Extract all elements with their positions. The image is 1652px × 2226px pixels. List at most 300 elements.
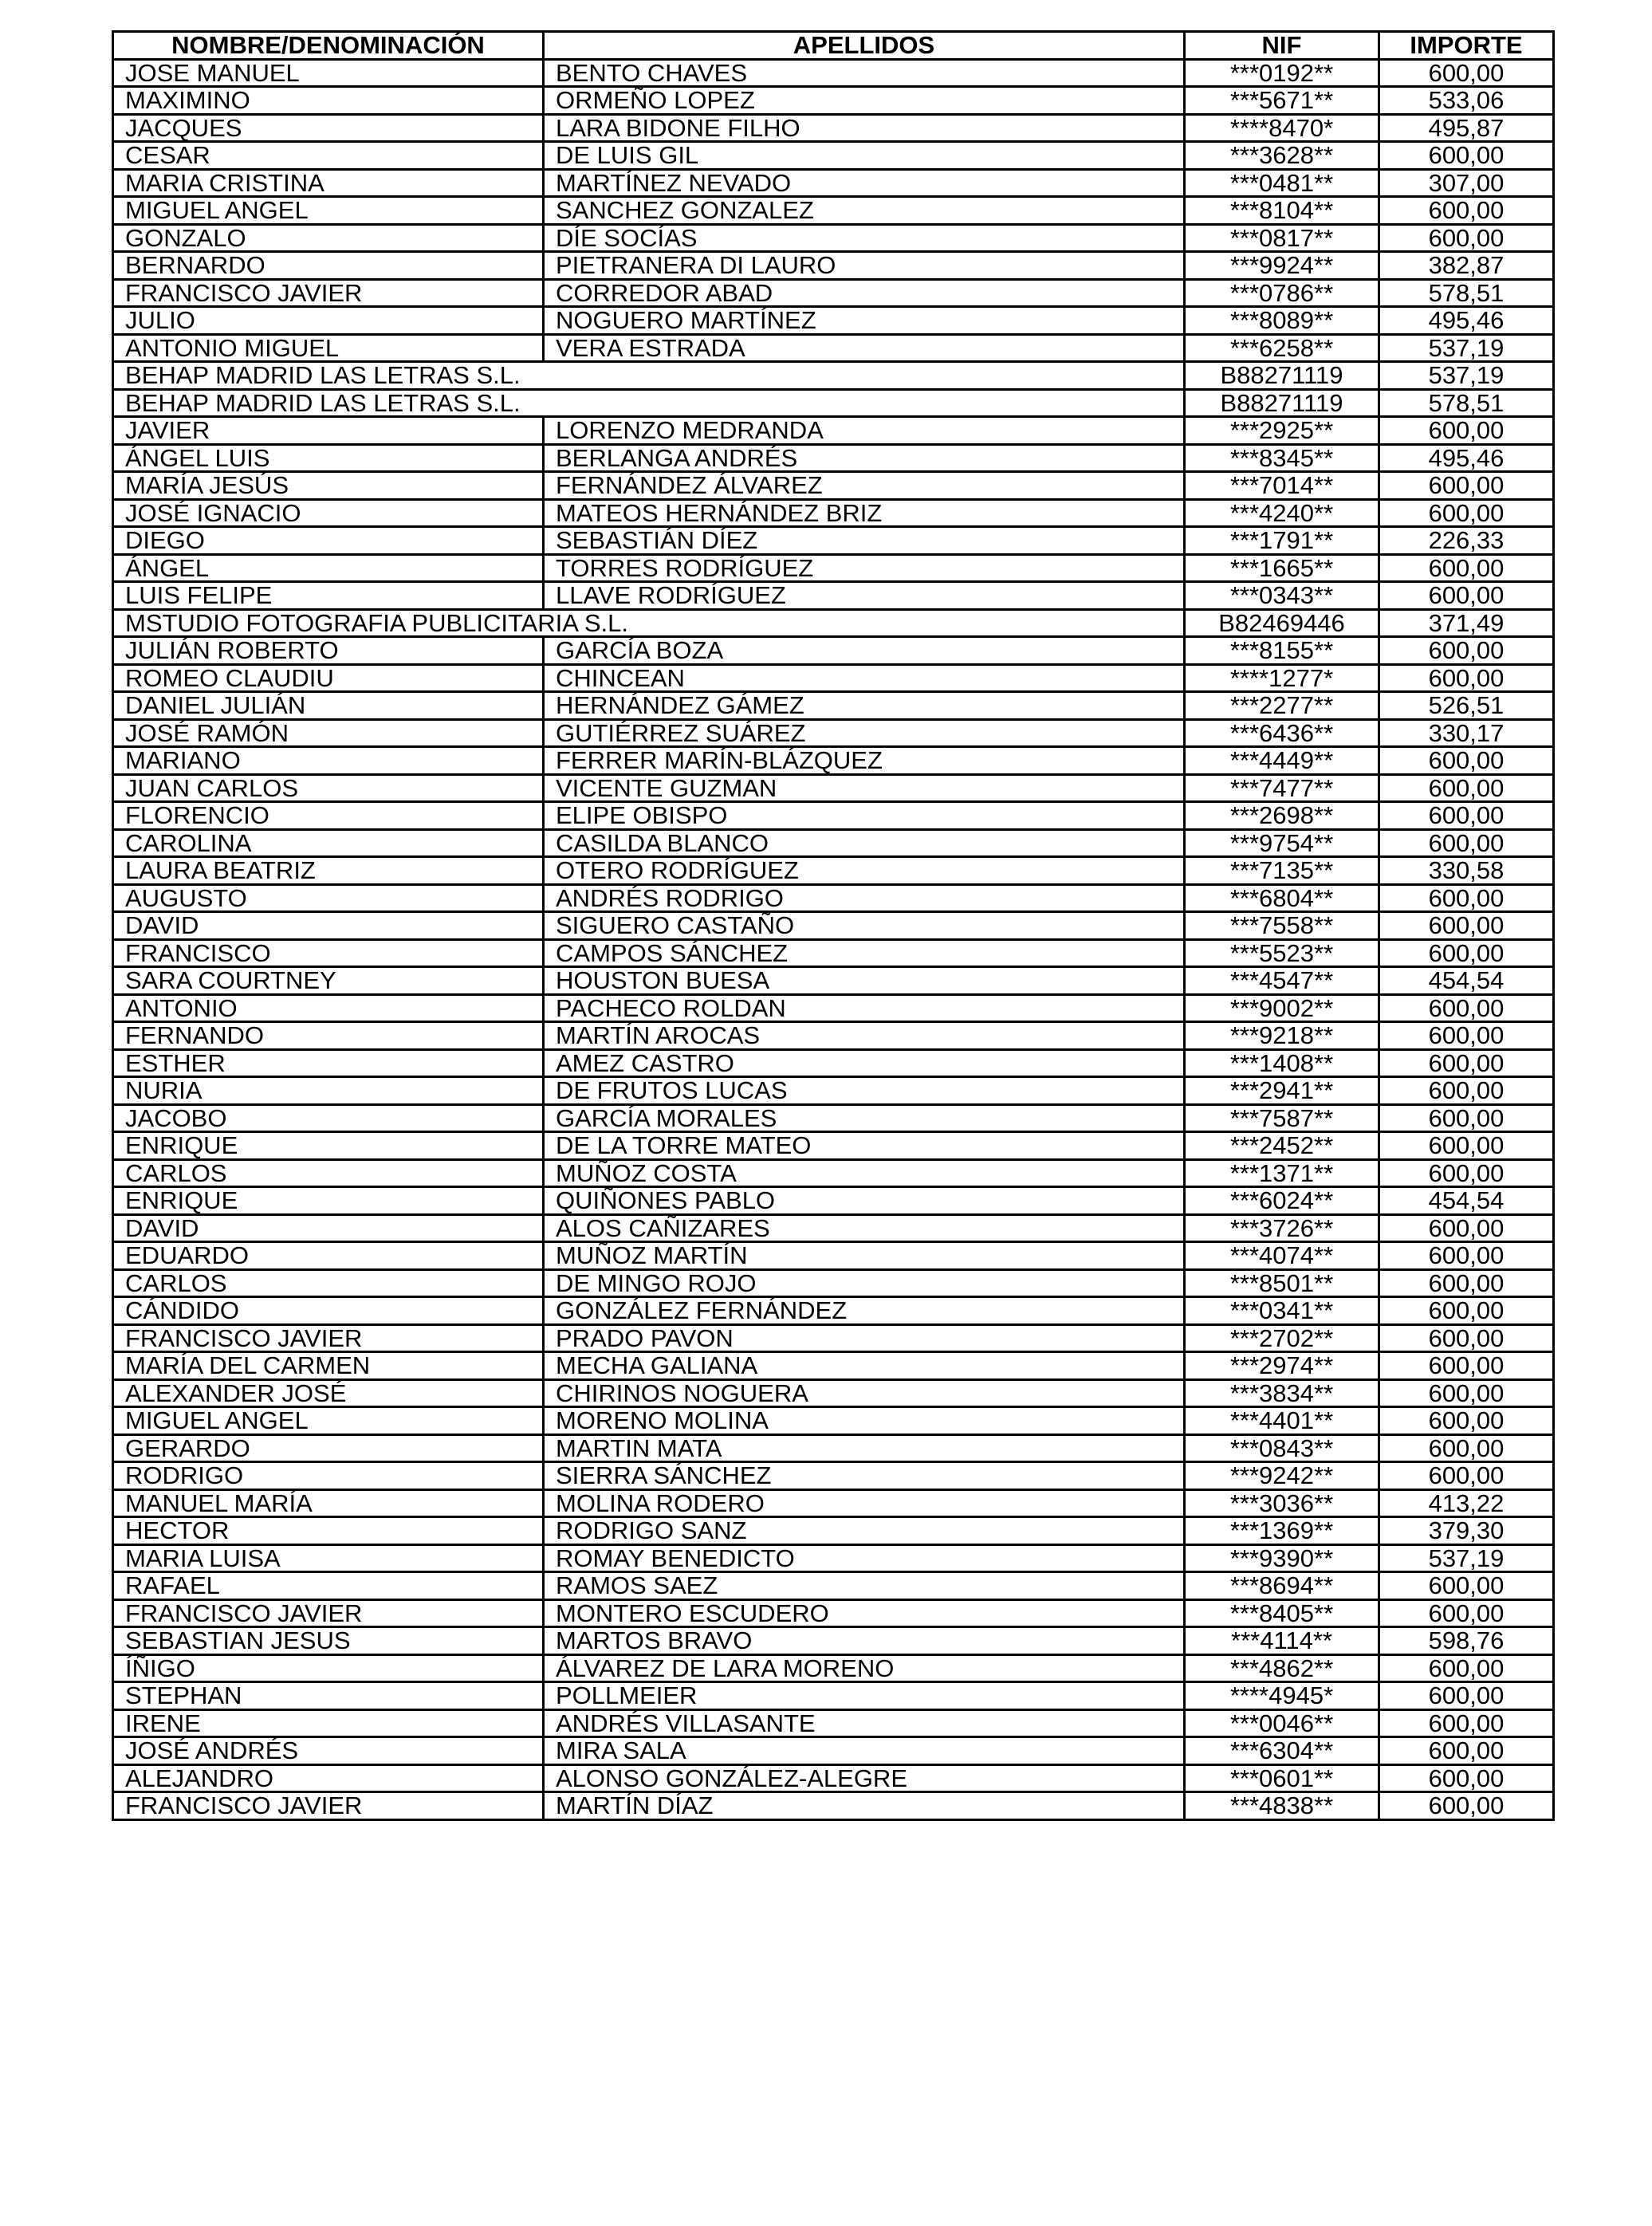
- cell-nombre: ROMEO CLAUDIU: [113, 664, 544, 692]
- cell-apellidos: PACHECO ROLDAN: [544, 994, 1185, 1022]
- cell-apellidos: POLLMEIER: [544, 1682, 1185, 1710]
- cell-apellidos: MATEOS HERNÁNDEZ BRIZ: [544, 499, 1185, 527]
- cell-apellidos: ALONSO GONZÁLEZ-ALEGRE: [544, 1764, 1185, 1792]
- cell-apellidos: MARTÍN DÍAZ: [544, 1792, 1185, 1820]
- table-row: [113, 417, 1554, 445]
- cell-importe: 600,00: [1379, 1352, 1554, 1380]
- table-row: [113, 114, 1554, 142]
- cell-nombre: JAVIER: [113, 417, 544, 445]
- cell-nombre: MARÍA JESÚS: [113, 472, 544, 500]
- cell-apellidos: GUTIÉRREZ SUÁREZ: [544, 719, 1185, 747]
- cell-nif: ***8089**: [1185, 307, 1379, 335]
- cell-apellidos: MIRA SALA: [544, 1737, 1185, 1765]
- cell-importe: 382,87: [1379, 252, 1554, 280]
- cell-apellidos: MOLINA RODERO: [544, 1489, 1185, 1517]
- cell-nif: ***0343**: [1185, 582, 1379, 610]
- cell-importe: 600,00: [1379, 1792, 1554, 1820]
- cell-importe: 330,17: [1379, 719, 1554, 747]
- cell-nif: ***0046**: [1185, 1709, 1379, 1737]
- cell-nif: ***8501**: [1185, 1269, 1379, 1297]
- cell-importe: 307,00: [1379, 169, 1554, 197]
- cell-nombre: JACOBO: [113, 1104, 544, 1132]
- cell-nombre: JACQUES: [113, 114, 544, 142]
- cell-nombre: MSTUDIO FOTOGRAFIA PUBLICITARIA S.L.: [113, 609, 1185, 637]
- table-row: [113, 59, 1554, 87]
- cell-nombre: BEHAP MADRID LAS LETRAS S.L.: [113, 362, 1185, 390]
- cell-importe: 600,00: [1379, 499, 1554, 527]
- cell-nif: ***5671**: [1185, 87, 1379, 115]
- cell-apellidos: LLAVE RODRÍGUEZ: [544, 582, 1185, 610]
- cell-nombre: ESTHER: [113, 1049, 544, 1077]
- cell-nif: ***4074**: [1185, 1242, 1379, 1270]
- cell-importe: 600,00: [1379, 994, 1554, 1022]
- cell-nombre: BEHAP MADRID LAS LETRAS S.L.: [113, 389, 1185, 417]
- cell-importe: 600,00: [1379, 224, 1554, 252]
- cell-apellidos: GONZÁLEZ FERNÁNDEZ: [544, 1297, 1185, 1325]
- table-row: [113, 1297, 1554, 1325]
- cell-nombre: MARÍA DEL CARMEN: [113, 1352, 544, 1380]
- cell-importe: 578,51: [1379, 279, 1554, 307]
- cell-importe: 600,00: [1379, 1159, 1554, 1187]
- cell-apellidos: MONTERO ESCUDERO: [544, 1599, 1185, 1627]
- cell-importe: 578,51: [1379, 389, 1554, 417]
- cell-nif: ***6436**: [1185, 719, 1379, 747]
- table-row: [113, 1434, 1554, 1462]
- cell-apellidos: MUÑOZ MARTÍN: [544, 1242, 1185, 1270]
- cell-importe: 600,00: [1379, 1324, 1554, 1352]
- table-row: [113, 664, 1554, 692]
- cell-nif: ***3036**: [1185, 1489, 1379, 1517]
- cell-apellidos: SIERRA SÁNCHEZ: [544, 1462, 1185, 1490]
- table-row: [113, 774, 1554, 802]
- table-row: [113, 1352, 1554, 1380]
- header-importe: IMPORTE: [1379, 32, 1554, 60]
- cell-nombre: GERARDO: [113, 1434, 544, 1462]
- cell-nombre: FLORENCIO: [113, 802, 544, 830]
- cell-nif: B88271119: [1185, 362, 1379, 390]
- table-row: [113, 1572, 1554, 1600]
- cell-nif: ***2698**: [1185, 802, 1379, 830]
- cell-nif: ***2974**: [1185, 1352, 1379, 1380]
- cell-importe: 600,00: [1379, 1022, 1554, 1050]
- cell-importe: 226,33: [1379, 527, 1554, 555]
- cell-importe: 600,00: [1379, 1654, 1554, 1682]
- table-row: [113, 719, 1554, 747]
- table-row: [113, 1214, 1554, 1242]
- cell-importe: 600,00: [1379, 1104, 1554, 1132]
- cell-nif: ***2941**: [1185, 1077, 1379, 1105]
- table-row: [113, 747, 1554, 775]
- cell-nif: B88271119: [1185, 389, 1379, 417]
- table-row: [113, 1022, 1554, 1050]
- cell-nombre: RAFAEL: [113, 1572, 544, 1600]
- cell-nombre: DAVID: [113, 1214, 544, 1242]
- table-row: [113, 582, 1554, 610]
- cell-nombre: FRANCISCO JAVIER: [113, 1792, 544, 1820]
- cell-apellidos: HERNÁNDEZ GÁMEZ: [544, 692, 1185, 720]
- cell-apellidos: SIGUERO CASTAÑO: [544, 912, 1185, 940]
- cell-nif: ***0192**: [1185, 59, 1379, 87]
- cell-nombre: JOSÉ ANDRÉS: [113, 1737, 544, 1765]
- table-row: [113, 1269, 1554, 1297]
- cell-nombre: JULIO: [113, 307, 544, 335]
- cell-importe: 600,00: [1379, 774, 1554, 802]
- cell-apellidos: VICENTE GUZMAN: [544, 774, 1185, 802]
- cell-apellidos: FERNÁNDEZ ÁLVAREZ: [544, 472, 1185, 500]
- cell-nombre: MARIA LUISA: [113, 1544, 544, 1572]
- header-nif: NIF: [1185, 32, 1379, 60]
- cell-nif: ****4945*: [1185, 1682, 1379, 1710]
- cell-importe: 600,00: [1379, 1242, 1554, 1270]
- table-row: [113, 802, 1554, 830]
- cell-apellidos: CHINCEAN: [544, 664, 1185, 692]
- table-row: [113, 1709, 1554, 1737]
- cell-importe: 600,00: [1379, 197, 1554, 225]
- table-row: [113, 197, 1554, 225]
- cell-importe: 330,58: [1379, 857, 1554, 885]
- cell-apellidos: DÍE SOCÍAS: [544, 224, 1185, 252]
- cell-importe: 600,00: [1379, 1462, 1554, 1490]
- table-row: [113, 1077, 1554, 1105]
- cell-importe: 598,76: [1379, 1627, 1554, 1655]
- table-row: [113, 499, 1554, 527]
- cell-importe: 600,00: [1379, 1682, 1554, 1710]
- table-row: [113, 609, 1554, 637]
- table-row: [113, 1544, 1554, 1572]
- table-row: [113, 169, 1554, 197]
- cell-nombre: ENRIQUE: [113, 1132, 544, 1160]
- cell-apellidos: PRADO PAVON: [544, 1324, 1185, 1352]
- cell-nif: ***3726**: [1185, 1214, 1379, 1242]
- cell-nif: ***7477**: [1185, 774, 1379, 802]
- cell-nif: ***3834**: [1185, 1379, 1379, 1407]
- cell-nif: ****8470*: [1185, 114, 1379, 142]
- cell-nif: ***2702**: [1185, 1324, 1379, 1352]
- table-row: [113, 142, 1554, 170]
- cell-importe: 600,00: [1379, 1572, 1554, 1600]
- cell-apellidos: MORENO MOLINA: [544, 1407, 1185, 1435]
- cell-apellidos: AMEZ CASTRO: [544, 1049, 1185, 1077]
- cell-importe: 600,00: [1379, 802, 1554, 830]
- cell-apellidos: SEBASTIÁN DÍEZ: [544, 527, 1185, 555]
- header-row: [113, 32, 1554, 60]
- cell-nif: ***9218**: [1185, 1022, 1379, 1050]
- cell-importe: 600,00: [1379, 1269, 1554, 1297]
- cell-importe: 600,00: [1379, 1434, 1554, 1462]
- cell-nombre: MARIA CRISTINA: [113, 169, 544, 197]
- cell-nombre: BERNARDO: [113, 252, 544, 280]
- table-row: [113, 829, 1554, 857]
- cell-importe: 495,46: [1379, 307, 1554, 335]
- table-row: [113, 279, 1554, 307]
- cell-nif: ***5523**: [1185, 939, 1379, 967]
- cell-apellidos: OTERO RODRÍGUEZ: [544, 857, 1185, 885]
- cell-nombre: ENRIQUE: [113, 1187, 544, 1215]
- table-row: [113, 1599, 1554, 1627]
- table-row: [113, 87, 1554, 115]
- table-row: [113, 1462, 1554, 1490]
- cell-nif: ***9754**: [1185, 829, 1379, 857]
- cell-importe: 600,00: [1379, 554, 1554, 582]
- cell-importe: 537,19: [1379, 334, 1554, 362]
- cell-nombre: ÍÑIGO: [113, 1654, 544, 1682]
- cell-nombre: MANUEL MARÍA: [113, 1489, 544, 1517]
- cell-importe: 600,00: [1379, 1297, 1554, 1325]
- cell-apellidos: CAMPOS SÁNCHEZ: [544, 939, 1185, 967]
- table-row: [113, 1627, 1554, 1655]
- cell-nombre: EDUARDO: [113, 1242, 544, 1270]
- cell-nombre: ALEXANDER JOSÉ: [113, 1379, 544, 1407]
- cell-apellidos: SANCHEZ GONZALEZ: [544, 197, 1185, 225]
- cell-nombre: CESAR: [113, 142, 544, 170]
- cell-nif: ***2452**: [1185, 1132, 1379, 1160]
- table-row: [113, 967, 1554, 995]
- cell-importe: 600,00: [1379, 1407, 1554, 1435]
- cell-apellidos: CHIRINOS NOGUERA: [544, 1379, 1185, 1407]
- cell-importe: 600,00: [1379, 472, 1554, 500]
- cell-apellidos: GARCÍA BOZA: [544, 637, 1185, 665]
- cell-importe: 600,00: [1379, 912, 1554, 940]
- cell-importe: 600,00: [1379, 829, 1554, 857]
- cell-nif: ***1371**: [1185, 1159, 1379, 1187]
- cell-apellidos: MARTÍNEZ NEVADO: [544, 169, 1185, 197]
- cell-apellidos: CASILDA BLANCO: [544, 829, 1185, 857]
- cell-nombre: MIGUEL ANGEL: [113, 1407, 544, 1435]
- cell-apellidos: PIETRANERA DI LAURO: [544, 252, 1185, 280]
- cell-importe: 495,87: [1379, 114, 1554, 142]
- cell-nombre: IRENE: [113, 1709, 544, 1737]
- cell-nif: ***7558**: [1185, 912, 1379, 940]
- cell-importe: 600,00: [1379, 1214, 1554, 1242]
- cell-nif: ***4401**: [1185, 1407, 1379, 1435]
- cell-nif: B82469446: [1185, 609, 1379, 637]
- cell-nif: ***0601**: [1185, 1764, 1379, 1792]
- cell-apellidos: MARTOS BRAVO: [544, 1627, 1185, 1655]
- cell-nombre: STEPHAN: [113, 1682, 544, 1710]
- cell-nombre: LAURA BEATRIZ: [113, 857, 544, 885]
- cell-nif: ***9002**: [1185, 994, 1379, 1022]
- cell-nombre: MARIANO: [113, 747, 544, 775]
- cell-apellidos: QUIÑONES PABLO: [544, 1187, 1185, 1215]
- header-apellidos: APELLIDOS: [544, 32, 1185, 60]
- table-row: [113, 1407, 1554, 1435]
- table-row: [113, 1132, 1554, 1160]
- cell-apellidos: DE LA TORRE MATEO: [544, 1132, 1185, 1160]
- cell-nif: ***4114**: [1185, 1627, 1379, 1655]
- cell-nombre: ANTONIO MIGUEL: [113, 334, 544, 362]
- cell-nif: ***2277**: [1185, 692, 1379, 720]
- cell-nombre: CARLOS: [113, 1269, 544, 1297]
- cell-nif: ***0817**: [1185, 224, 1379, 252]
- cell-apellidos: LARA BIDONE FILHO: [544, 114, 1185, 142]
- cell-nombre: JOSE MANUEL: [113, 59, 544, 87]
- beneficiaries-table: [112, 30, 1555, 1821]
- cell-nif: ***1369**: [1185, 1517, 1379, 1545]
- cell-nombre: JOSÉ IGNACIO: [113, 499, 544, 527]
- cell-nombre: FRANCISCO JAVIER: [113, 1599, 544, 1627]
- cell-nombre: FERNANDO: [113, 1022, 544, 1050]
- cell-nombre: DANIEL JULIÁN: [113, 692, 544, 720]
- cell-apellidos: DE FRUTOS LUCAS: [544, 1077, 1185, 1105]
- cell-nif: ***4862**: [1185, 1654, 1379, 1682]
- cell-importe: 379,30: [1379, 1517, 1554, 1545]
- cell-importe: 600,00: [1379, 939, 1554, 967]
- cell-nombre: FRANCISCO: [113, 939, 544, 967]
- cell-apellidos: MUÑOZ COSTA: [544, 1159, 1185, 1187]
- table-row: [113, 1159, 1554, 1187]
- cell-nif: ***9924**: [1185, 252, 1379, 280]
- cell-importe: 600,00: [1379, 582, 1554, 610]
- table-row: [113, 1764, 1554, 1792]
- cell-nombre: ANTONIO: [113, 994, 544, 1022]
- cell-importe: 600,00: [1379, 747, 1554, 775]
- cell-nombre: ÁNGEL LUIS: [113, 444, 544, 472]
- cell-importe: 600,00: [1379, 884, 1554, 912]
- cell-apellidos: DE LUIS GIL: [544, 142, 1185, 170]
- table-row: [113, 637, 1554, 665]
- cell-importe: 371,49: [1379, 609, 1554, 637]
- cell-nombre: ÁNGEL: [113, 554, 544, 582]
- cell-nif: ***4838**: [1185, 1792, 1379, 1820]
- cell-apellidos: BERLANGA ANDRÉS: [544, 444, 1185, 472]
- cell-importe: 600,00: [1379, 1132, 1554, 1160]
- table-row: [113, 1682, 1554, 1710]
- cell-apellidos: RODRIGO SANZ: [544, 1517, 1185, 1545]
- cell-nif: ***7135**: [1185, 857, 1379, 885]
- table-row: [113, 1517, 1554, 1545]
- cell-nif: ***8345**: [1185, 444, 1379, 472]
- cell-nombre: AUGUSTO: [113, 884, 544, 912]
- table-row: [113, 444, 1554, 472]
- cell-importe: 454,54: [1379, 967, 1554, 995]
- cell-nombre: JOSÉ RAMÓN: [113, 719, 544, 747]
- cell-importe: 600,00: [1379, 664, 1554, 692]
- cell-importe: 600,00: [1379, 637, 1554, 665]
- cell-nombre: SARA COURTNEY: [113, 967, 544, 995]
- cell-nombre: DAVID: [113, 912, 544, 940]
- cell-importe: 600,00: [1379, 1764, 1554, 1792]
- cell-nif: ***2925**: [1185, 417, 1379, 445]
- cell-nombre: CARLOS: [113, 1159, 544, 1187]
- cell-apellidos: BENTO CHAVES: [544, 59, 1185, 87]
- table-row: [113, 912, 1554, 940]
- table-row: [113, 334, 1554, 362]
- cell-nif: ***1791**: [1185, 527, 1379, 555]
- cell-importe: 526,51: [1379, 692, 1554, 720]
- table-row: [113, 527, 1554, 555]
- cell-apellidos: ROMAY BENEDICTO: [544, 1544, 1185, 1572]
- cell-nif: ***8405**: [1185, 1599, 1379, 1627]
- cell-nombre: NURIA: [113, 1077, 544, 1105]
- table-row: [113, 857, 1554, 885]
- cell-nif: ***7587**: [1185, 1104, 1379, 1132]
- cell-apellidos: MARTÍN AROCAS: [544, 1022, 1185, 1050]
- cell-importe: 600,00: [1379, 417, 1554, 445]
- cell-nombre: JULIÁN ROBERTO: [113, 637, 544, 665]
- cell-importe: 600,00: [1379, 1379, 1554, 1407]
- table-row: [113, 554, 1554, 582]
- table-row: [113, 307, 1554, 335]
- table-row: [113, 252, 1554, 280]
- table-row: [113, 884, 1554, 912]
- table-row: [113, 1187, 1554, 1215]
- cell-nombre: SEBASTIAN JESUS: [113, 1627, 544, 1655]
- cell-importe: 454,54: [1379, 1187, 1554, 1215]
- cell-importe: 600,00: [1379, 1077, 1554, 1105]
- table-row: [113, 224, 1554, 252]
- cell-nif: ***6804**: [1185, 884, 1379, 912]
- cell-nombre: GONZALO: [113, 224, 544, 252]
- cell-nombre: HECTOR: [113, 1517, 544, 1545]
- table-row: [113, 362, 1554, 390]
- table-row: [113, 1379, 1554, 1407]
- cell-nombre: FRANCISCO JAVIER: [113, 1324, 544, 1352]
- cell-apellidos: RAMOS SAEZ: [544, 1572, 1185, 1600]
- cell-apellidos: CORREDOR ABAD: [544, 279, 1185, 307]
- cell-importe: 600,00: [1379, 1599, 1554, 1627]
- cell-nombre: CÁNDIDO: [113, 1297, 544, 1325]
- table-row: [113, 1242, 1554, 1270]
- cell-nif: ***0481**: [1185, 169, 1379, 197]
- cell-apellidos: NOGUERO MARTÍNEZ: [544, 307, 1185, 335]
- table-row: [113, 1792, 1554, 1820]
- cell-nif: ***7014**: [1185, 472, 1379, 500]
- cell-nombre: MIGUEL ANGEL: [113, 197, 544, 225]
- cell-nif: ***8155**: [1185, 637, 1379, 665]
- cell-nif: ***4240**: [1185, 499, 1379, 527]
- cell-nombre: RODRIGO: [113, 1462, 544, 1490]
- table-row: [113, 1324, 1554, 1352]
- cell-apellidos: GARCÍA MORALES: [544, 1104, 1185, 1132]
- cell-importe: 600,00: [1379, 1709, 1554, 1737]
- cell-nif: ***6258**: [1185, 334, 1379, 362]
- cell-nif: ****1277*: [1185, 664, 1379, 692]
- cell-nif: ***6304**: [1185, 1737, 1379, 1765]
- cell-nif: ***9242**: [1185, 1462, 1379, 1490]
- cell-nif: ***3628**: [1185, 142, 1379, 170]
- cell-nif: ***4449**: [1185, 747, 1379, 775]
- cell-apellidos: ANDRÉS VILLASANTE: [544, 1709, 1185, 1737]
- cell-nombre: ALEJANDRO: [113, 1764, 544, 1792]
- table-row: [113, 389, 1554, 417]
- cell-apellidos: MECHA GALIANA: [544, 1352, 1185, 1380]
- cell-nif: ***0843**: [1185, 1434, 1379, 1462]
- cell-importe: 495,46: [1379, 444, 1554, 472]
- cell-importe: 537,19: [1379, 362, 1554, 390]
- cell-importe: 600,00: [1379, 1049, 1554, 1077]
- cell-nombre: FRANCISCO JAVIER: [113, 279, 544, 307]
- table-row: [113, 692, 1554, 720]
- cell-apellidos: HOUSTON BUESA: [544, 967, 1185, 995]
- cell-importe: 533,06: [1379, 87, 1554, 115]
- cell-apellidos: DE MINGO ROJO: [544, 1269, 1185, 1297]
- cell-apellidos: TORRES RODRÍGUEZ: [544, 554, 1185, 582]
- cell-importe: 600,00: [1379, 142, 1554, 170]
- cell-importe: 537,19: [1379, 1544, 1554, 1572]
- table-row: [113, 1049, 1554, 1077]
- cell-apellidos: ELIPE OBISPO: [544, 802, 1185, 830]
- cell-apellidos: ANDRÉS RODRIGO: [544, 884, 1185, 912]
- cell-importe: 413,22: [1379, 1489, 1554, 1517]
- cell-nombre: CAROLINA: [113, 829, 544, 857]
- cell-nif: ***9390**: [1185, 1544, 1379, 1572]
- cell-nif: ***1408**: [1185, 1049, 1379, 1077]
- table-row: [113, 1104, 1554, 1132]
- cell-apellidos: ÁLVAREZ DE LARA MORENO: [544, 1654, 1185, 1682]
- cell-nombre: LUIS FELIPE: [113, 582, 544, 610]
- table-row: [113, 994, 1554, 1022]
- table-row: [113, 1489, 1554, 1517]
